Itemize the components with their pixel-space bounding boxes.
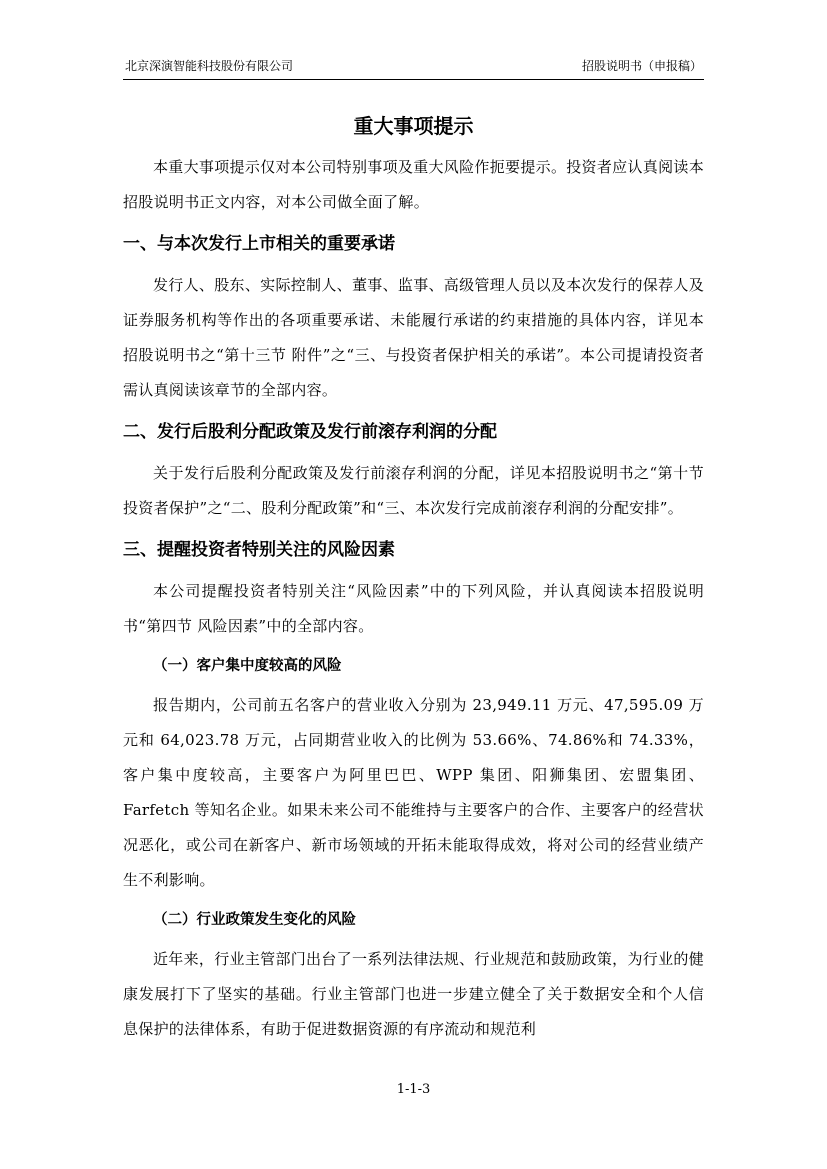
page-number: 1-1-3: [396, 1082, 431, 1097]
subsection-heading-policy-change: （二）行业政策发生变化的风险: [153, 912, 356, 928]
page-content: [123, 108, 704, 1047]
section-paragraph-dividend-policy: 关于发行后股利分配政策及发行前滚存利润的分配，详见本招股说明书之“第十节 投资者保护”之“二、股利分配政策”和“三、本次发行完成前滚存利润的分配安排”。: [123, 464, 704, 517]
section-heading-commitments: 一、与本次发行上市相关的重要承诺: [123, 234, 395, 254]
subsection-heading-customer-concentration: （一）客户集中度较高的风险: [153, 658, 342, 674]
intro-paragraph: 本重大事项提示仅对本公司特别事项及重大风险作扼要提示。投资者应认真阅读本招股说明书正文内容，对本公司做全面了解。: [123, 158, 704, 211]
section-paragraph-commitments: 发行人、股东、实际控制人、董事、监事、高级管理人员以及本次发行的保荐人及证券服务机构等作出的各项重要承诺、未能履行承诺的约束措施的具体内容，详见本招股说明书之“第十三节 附件”之“三、与投资者保护相关的承诺”。本公司提请投资者需认真阅读该章节的全部内容。: [123, 276, 704, 399]
page-header: [123, 57, 704, 80]
header-company-name: 北京深演智能科技股份有限公司: [125, 59, 294, 73]
page-title: 重大事项提示: [353, 114, 474, 138]
section-heading-dividend-policy: 二、发行后股利分配政策及发行前滚存利润的分配: [123, 422, 497, 442]
subsection-paragraph-customer-concentration: 报告期内，公司前五名客户的营业收入分别为 23,949.11 万元、47,595.09 万元和 64,023.78 万元，占同期营业收入的比例为 53.66%、74.86%和 74.33%，客户集中度较高，主要客户为阿里巴巴、WPP 集团、阳狮集团、宏盟集团、Farfetch 等知名企业。如果未来公司不能维持与主要客户的合作、主要客户的经营状况恶化，或公司在新客户、新市场领域的开拓未能取得成效，将对公司的经营业绩产生不利影响。: [123, 696, 704, 889]
section-heading-risk-factors: 三、提醒投资者特别关注的风险因素: [123, 540, 395, 560]
subsection-paragraph-policy-change: 近年来，行业主管部门出台了一系列法律法规、行业规范和鼓励政策，为行业的健康发展打下了坚实的基础。行业主管部门也进一步建立健全了关于数据安全和个人信息保护的法律体系，有助于促进数据资源的有序流动和规范利: [123, 950, 704, 1038]
header-document-type: 招股说明书（申报稿）: [581, 59, 702, 73]
section-paragraph-risk-factors: 本公司提醒投资者特别关注“风险因素”中的下列风险，并认真阅读本招股说明书“第四节 风险因素”中的全部内容。: [123, 582, 704, 635]
